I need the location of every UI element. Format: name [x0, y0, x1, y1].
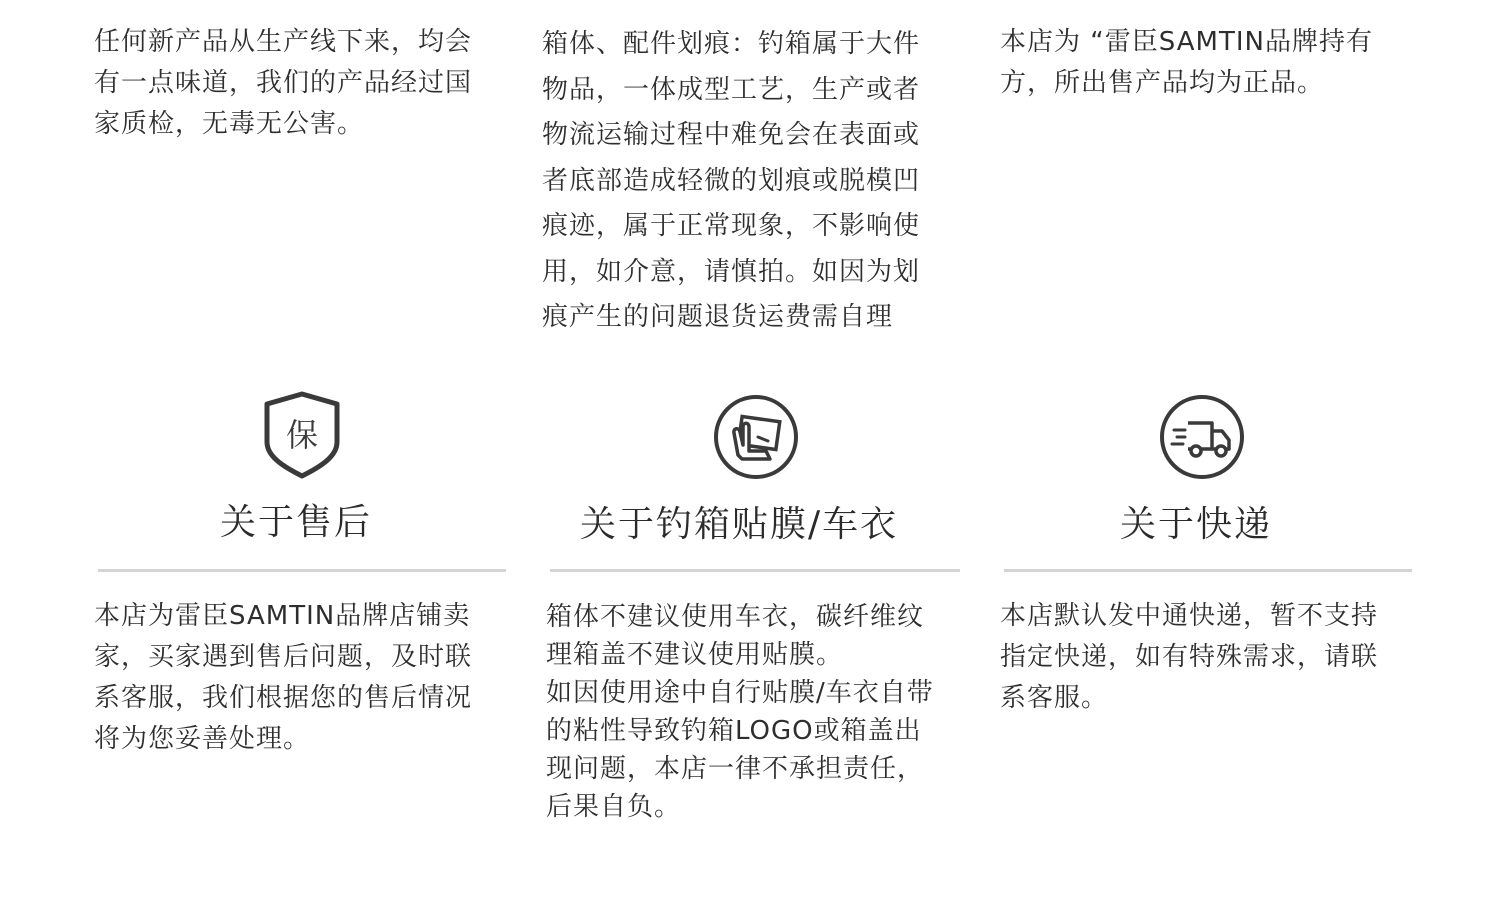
divider	[98, 569, 506, 572]
top-note-line: 用，如介意，请慎拍。如因为划	[542, 256, 921, 287]
section-body-express	[1000, 596, 1378, 719]
divider	[1004, 569, 1412, 572]
section-title-after-sales: 关于售后	[220, 502, 373, 543]
top-note-line: 者底部造成轻微的划痕或脱模凹	[542, 165, 921, 196]
body-line: 的粘性导致钓箱LOGO或箱盖出	[546, 716, 922, 746]
top-note-line: 家质检，无毒无公害。	[94, 109, 365, 139]
top-note-line: 痕迹，属于正常现象，不影响使	[542, 211, 921, 241]
body-line: 后果自负。	[546, 792, 682, 822]
top-note-line: 方，所出售产品均为正品。	[1000, 68, 1325, 98]
top-note-line: 物流运输过程中难免会在表面或	[542, 120, 921, 150]
top-note-line: 箱体、配件划痕：钓箱属于大件	[542, 29, 921, 59]
body-line: 箱体不建议使用车衣，碳纤维纹	[546, 602, 925, 632]
body-line: 理箱盖不建议使用贴膜。	[546, 640, 844, 670]
body-line: 系客服。	[1000, 683, 1109, 713]
body-line: 系客服，我们根据您的售后情况	[94, 683, 473, 713]
top-note-line: 任何新产品从生产线下来，均会	[94, 27, 473, 57]
top-note-scratches	[542, 22, 920, 341]
body-line: 现问题，本店一律不承担责任，	[546, 754, 925, 784]
body-line: 本店默认发中通快递，暂不支持	[1000, 601, 1379, 631]
delivery-truck-icon	[1158, 393, 1246, 481]
top-note-line: 有一点味道，我们的产品经过国	[94, 68, 473, 98]
section-title-film-cover: 关于钓箱贴膜/车衣	[580, 504, 899, 545]
top-note-quality	[94, 22, 472, 145]
top-note-line: 本店为 “雷臣SAMTIN品牌持有	[1000, 27, 1373, 57]
shield-char: 保	[285, 416, 319, 454]
divider	[550, 569, 960, 572]
top-note-line: 物品，一体成型工艺，生产或者	[542, 74, 921, 105]
top-note-line: 痕产生的问题退货运费需自理	[542, 302, 894, 332]
body-line: 家，买家遇到售后问题，及时联	[94, 642, 473, 672]
body-line: 指定快递，如有特殊需求，请联	[1000, 642, 1379, 672]
body-line: 如因使用途中自行贴膜/车衣自带	[546, 678, 934, 708]
section-body-after-sales	[94, 596, 472, 760]
top-note-authentic	[1000, 22, 1373, 104]
section-body-film-cover	[546, 598, 934, 826]
shield-guarantee-icon	[262, 390, 342, 480]
section-title-express: 关于快递	[1120, 504, 1273, 545]
body-line: 将为您妥善处理。	[94, 724, 311, 754]
touch-film-icon	[712, 393, 800, 481]
body-line: 本店为雷臣SAMTIN品牌店铺卖	[94, 601, 471, 631]
